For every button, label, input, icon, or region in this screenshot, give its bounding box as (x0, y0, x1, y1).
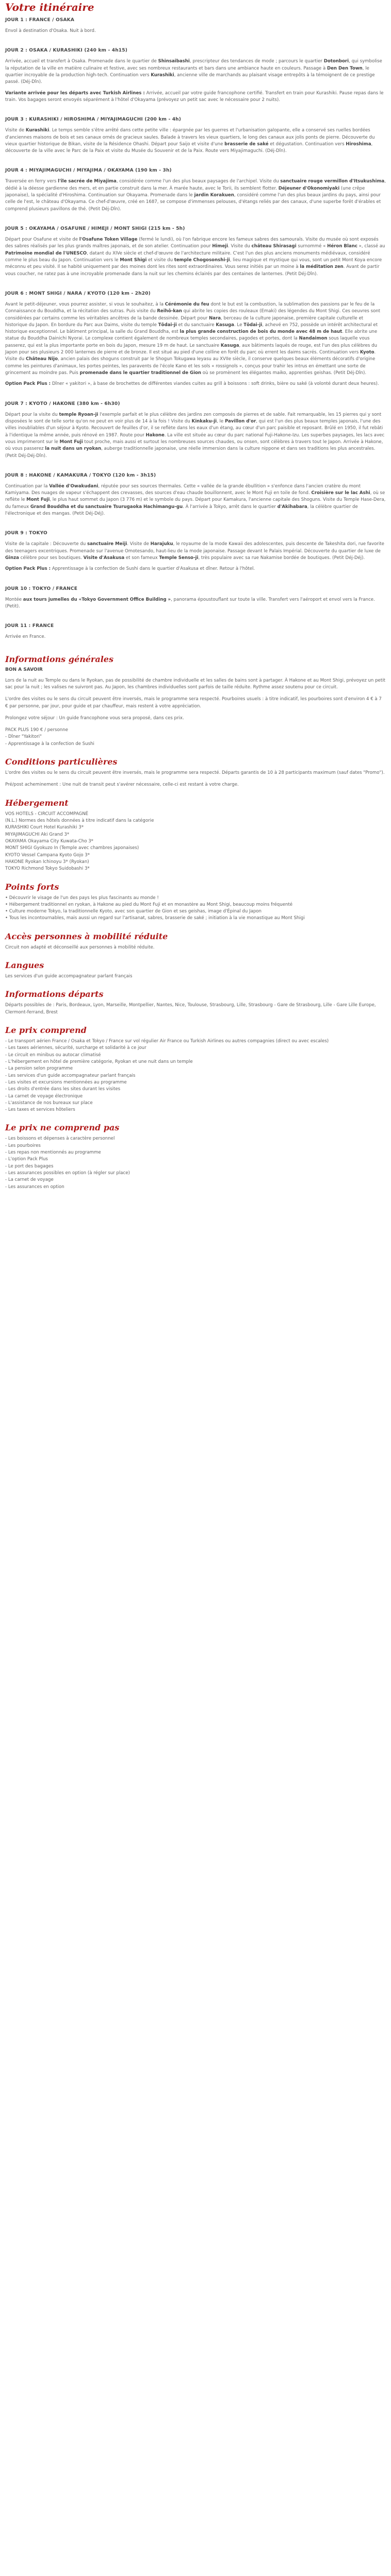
body-text: . La ville est située au cœur du parc national Fuji-Hakone-Izu. Les superbes paysages, les lacs avec vous imprimeront sur le (5, 432, 385, 445)
list-item: - La carnet de voyage électronique (5, 1093, 83, 1099)
body-text: . À l'arrivée à Tokyo, arrêt dans le quartier (183, 504, 278, 510)
highlight-text: sanctuaire Meiji (87, 541, 127, 547)
body-text: et visite du (146, 257, 174, 263)
body-text: Départ pour la visite du (5, 412, 59, 417)
day-block (5, 586, 386, 611)
section-heading: Langues (5, 960, 44, 971)
list-item: • Découvrir le visage de l'un des pays les plus fascinants au monde ! (5, 895, 159, 901)
highlight-text: temple Chogosonshi-ji (174, 257, 230, 263)
day-paragraph (5, 178, 386, 213)
highlight-text: Mont Shigi (120, 257, 147, 263)
highlight-text: Shinsaibashi (158, 59, 190, 64)
highlight-text: sanctuaire rouge vermillon d'Itsukushima (280, 179, 385, 184)
body-text: (une crêpe japonaise), la spécialité d'Hiroshima. Continuation sur Okayama. Promenade dans le (5, 185, 365, 198)
body-text: . Visite du (5, 350, 376, 362)
day-block (5, 623, 386, 640)
list-item: • Hébergement traditionnel en ryokan, à Hakone au pied du Mont Fuji et en monastère au Mont Shigi, beaucoup moins fréquenté (5, 902, 293, 907)
body-text: », classé au (357, 244, 385, 249)
list-item: - Les services d'un guide accompagnateur parlant français (5, 1073, 136, 1078)
section-list (5, 727, 386, 748)
body-text: . Le temps semble s'être arrêté dans cette petite ville : épargnée par les guerres et l'urbanisation galopante, elle a conservé ses ruelles bordées d'anciennes maisons de bois et ses canaux ornés de gracieux saules. Balade à travers les vieux quartiers, le long des canaux aux jolis ponts de pierre. Découverte du vieux quartier historique de Bikan, visite de la Résidence Ohashi. Départ pour Saijo et visite d'une (5, 128, 375, 147)
section-paragraph: L'ordre des visites ou le sens du circuit peuvent être inversés, mais le programme sera respecté. Départs garantis de 10 à 28 participants maximum (sauf dates "Promo"). (5, 770, 385, 776)
section-heading: Informations départs (5, 989, 104, 999)
highlight-text: brasserie de saké (224, 141, 269, 147)
body-text: et dégustation. Continuation vers (268, 141, 346, 147)
section-list (5, 1136, 386, 1191)
day-paragraph (5, 90, 386, 104)
list-item: - L'option Pack Plus (5, 1157, 48, 1162)
section-heading: Informations générales (5, 654, 113, 664)
body-text: , lieu magique et mystique qui vous, sont un petit Mont Koya encore méconnu et peu visité. Il se habité uniquement par des moines dont les rites sont extraordinaires. Vous serez initiés par un moine à (5, 257, 382, 270)
section-paragraph: Lors de la nuit au Temple ou dans le Ryokan, pas de possibilité de chambre individuelle et les salles de bains sont à partager. À Hakone et au Mont Shigi, prévoyez un petit sac pour la nuit ; les valises ne suivront pas. Au Japon, les chambres individuelles sont parfois de taille réduite. Rythme assez soutenu pour ce circuit. (5, 677, 385, 690)
section-paragraph: Circuit non adapté et déconseillé aux personnes à mobilité réduite. (5, 944, 155, 950)
list-item: TOKYO Richmond Tokyo Suidobashi 3* (5, 866, 90, 872)
list-item: - Les boissons et dépenses à caractère personnel (5, 1136, 115, 1142)
day-title: JOUR 4 : MIYAJIMAGUCHI / MIYAJIMA / OKAYAMA (190 km - 3h) (5, 168, 172, 174)
day-paragraph (5, 28, 386, 35)
body-text: , considérée comme l'un des plus beaux paysages de l'archipel. Visite du (116, 179, 281, 184)
highlight-text: Tōdai-ji (243, 322, 263, 328)
day-paragraph (5, 483, 386, 518)
highlight-text: Temple Senso-ji (159, 555, 199, 561)
highlight-text: temple Ryoan-ji (59, 412, 99, 417)
highlight-text: Pavillon d'or (224, 418, 256, 424)
highlight-text: jardin Korakuen (194, 193, 234, 198)
body-text: . Visite de (127, 541, 151, 547)
body-text: célèbre pour ses boutiques. (19, 555, 84, 561)
highlight-text: Option Pack Plus : (5, 381, 51, 387)
list-item: - La carnet de voyage (5, 1177, 54, 1183)
highlight-text: Kasuga (216, 322, 234, 328)
day-paragraph (5, 381, 386, 387)
list-item: - Les taxes et services hôteliers (5, 1107, 75, 1113)
body-text: Montée (5, 597, 23, 602)
body-text: Continuation par la (5, 483, 50, 489)
list-item: VOS HOTELS - CIRCUIT ACCOMPAGNÉ (5, 811, 89, 817)
day-paragraph (5, 58, 386, 86)
highlight-text: Kyoto (360, 350, 374, 355)
day-block (5, 401, 386, 460)
highlight-text: Hakone (145, 432, 165, 438)
list-item: (N.L.) Normes des hôtels données à titre indicatif dans la catégorie (5, 818, 154, 823)
highlight-text: Den Den Town (327, 65, 363, 71)
highlight-text: Déjeuner d'Okonomiyaki (278, 185, 340, 191)
highlight-text: Patrimoine mondial de l'UNESCO (5, 250, 87, 256)
list-item: - Les assurances possibles en option (à régler sur place) (5, 1171, 130, 1176)
day-block (5, 18, 386, 35)
body-text: surnommé « (296, 244, 328, 249)
days-list (5, 18, 386, 641)
highlight-text: château Shirasagi (251, 244, 297, 249)
day-block (5, 117, 386, 155)
day-paragraph (5, 566, 386, 572)
body-text: , panorama époustouflant sur toute la ville. Transfert vers l'aéroport et envol vers la France. (Petit). (5, 597, 375, 609)
highlight-text: Dotonbori (323, 59, 349, 64)
body-text: , réputée pour ses sources thermales. Cette « vallée de la grande ébullition » s'enfonce dans l'ancien cratère du mont Kamiyama. Des nuages de vapeur s'échappent des crevasses, des sources d'eau chaude bouillonnent, avec le Mont Fuji en toile de fond. (5, 483, 361, 496)
body-text: , auberge traditionnelle japonaise, une réelle immersion dans la culture nippone et dans ses traditions les plus ancestrales. (Petit Déj-Déj-Dîn). (5, 446, 376, 459)
day-title: JOUR 8 : HAKONE / KAMAKURA / TOKYO (120 km - 3h15) (5, 472, 156, 478)
highlight-text: Harajuku (150, 541, 173, 547)
list-item: PACK PLUS 190 € / personne (5, 727, 68, 733)
highlight-text: Visite d'Asakusa (83, 555, 125, 561)
highlight-text: Kinkaku-ji (191, 418, 217, 424)
list-item: KURASHIKI Court Hotel Kurashiki 3* (5, 825, 84, 831)
highlight-text: Ginza (5, 555, 19, 561)
list-item: - Les taxes aériennes, sécurité, surcharge et solidarité à ce jour (5, 1045, 146, 1051)
highlight-text: la méditation zen (300, 264, 344, 270)
day-paragraph (5, 127, 386, 155)
section-paragraph: L'ordre des visites ou le sens du circuit peuvent être inversés, mais le programme sera respecté. Pourboires usuels : à titre indicatif, les pourboires sont d'environ 4 € à 7 € par personne, par jour, pour guide et par chauffeur, mais restent à votre appréciation. (5, 697, 382, 709)
body-text: sous laquelle vous passerez, qui est la plus importante porte en bois du Japon, mesure 19 m de haut. Le sanctuaire (5, 336, 370, 348)
highlight-text: aux tours jumelles du «Tokyo Government Office Building » (23, 597, 171, 602)
day-title: JOUR 5 : OKAYAMA / OSAFUNE / HIMEJI / MONT SHIGI (215 km - 5h) (5, 226, 185, 231)
list-item: OKAYAMA Okayama City Kuwata-Cho 3* (5, 838, 93, 844)
body-text: , qui est l'un des plus beaux temples japonais, l'une des villes inoubliables d'un séjour à Kyoto. Recouvert de feuilles d'or, il se reflète dans les eaux d'un étang, au cœur d'un parc paisible et reposant. Brûlé en 1950, il fut rebâti à l'identique la même année, puis rénové en 1987. Route pour (5, 418, 383, 438)
body-text: dont le but est la combustion, la sublimation des passions par le feu de la Connaissance du Bouddha, et la récitation des sutras. Puis visite du (5, 301, 375, 314)
highlight-text: Château Nijo (25, 357, 58, 362)
day-block (5, 168, 386, 213)
list-item: - La pension selon programme (5, 1066, 73, 1072)
day-block (5, 291, 386, 388)
list-item: MIYAJIMAGUCHI Aki Grand 3* (5, 832, 70, 837)
body-text: Visite de (5, 128, 26, 133)
section-heading: Points forts (5, 882, 59, 892)
list-item: • Tous les incontournables, mais aussi un regard sur l'artisanat, sabres, brasserie de saké ; initiation à la vie monastique au Mont Shigi (5, 916, 305, 921)
section-paragraph: Pré/post acheminement : Une nuit de transit peut s'avérer nécessaire, celle-ci est restant à votre charge. (5, 782, 239, 788)
day-title: JOUR 7 : KYOTO / HAKONE (380 km - 6h30) (5, 401, 120, 406)
day-title: JOUR 6 : MONT SHIGI / NARA / KYOTO (120 km - 2h20) (5, 291, 151, 296)
day-title: JOUR 1 : FRANCE / OSAKA (5, 18, 75, 23)
list-item: - Les assurances en option (5, 1184, 64, 1190)
highlight-text: Tōdai-ji (158, 322, 177, 328)
list-item: - Le circuit en minibus ou autocar climatisé (5, 1052, 101, 1058)
highlight-text: Mont Fuji (59, 439, 83, 445)
body-text: , le quartier incroyable de la production high-tech. Continuation vers (5, 65, 369, 78)
day-title: JOUR 2 : OSAKA / KURASHIKI (240 km - 4h15) (5, 48, 128, 54)
section-list (5, 1038, 386, 1113)
highlight-text: promenade dans le quartier traditionnel de Gion (79, 370, 202, 376)
day-paragraph (5, 412, 386, 460)
day-block (5, 531, 386, 572)
body-text: Départ pour Osafune et visite de (5, 237, 79, 242)
itinerary-page (0, 0, 391, 1201)
body-text: Visite de la capitale : Découverte du (5, 541, 87, 547)
highlight-text: Kurashiki (25, 128, 50, 133)
section-heading: Accès personnes à mobilité réduite (5, 931, 168, 941)
body-text: et son fameux (124, 555, 159, 561)
body-text: où se promènent les élégantes maiko, apprenties geishas. (Petit Déj-Dîn). (201, 370, 367, 376)
list-item: • Culture moderne Tokyo, la traditionnelle Kyoto, avec son quartier de Gion et ses geishas, image d'Épinal du Japon (5, 909, 262, 914)
body-text: , datant du XIVe siècle et chef-d'œuvre de l'architecture militaire. C'est l'un des plus anciens monuments médiévaux, considéré comme le plus beau du Japon. Continuation vers le (5, 250, 370, 263)
section-paragraph: Départs possibles de : Paris, Bordeaux, Lyon, Marseille, Montpellier, Nantes, Nice, Toulouse, Strasbourg, Lille, Strasbourg - Gare de Strasbourg, Lille - Gare Lille Europe, Clermont-ferrand, Brest (5, 1003, 376, 1015)
list-item: - Apprentissage à la confection de Sushi (5, 741, 94, 747)
body-text: , achevé en 752, possède un intérêt architectural et historique exceptionnel. Le bâtiment principal, la salle du Grand Bouddha, est (5, 322, 378, 335)
body-text: , le plus haut sommet du Japon (3 776 m) et le symbole du pays. Départ pour Kamakura, l'ancienne capitale des Shoguns. Visite du Temple Hase-Dera, du fameux (5, 497, 386, 510)
day-paragraph (5, 541, 386, 562)
list-item: - L'assistance de nos bureaux sur place (5, 1100, 93, 1106)
highlight-text: d'Akihabara (277, 504, 307, 510)
section-paragraph: Prolongez votre séjour : Un guide francophone vous sera proposé, dans ces prix. (5, 715, 184, 721)
body-text: qui abrite les copies des rouleaux (Emaki) des légendes du Mont Shigi. Ces oeuvres sont considérées par certains comme les véritables ancêtres de la bande dessinée. Départ pour (5, 309, 381, 321)
highlight-text: Option Pack Plus : (5, 566, 51, 572)
body-text: Apprentissage à la confection de Sushi dans le quartier d'Asakusa et dîner. Retour à l'hôtel. (51, 566, 255, 572)
body-text: l'exemple parfait et le plus célèbre des jardins zen composés de pierres et de sable. Fait remarquable, les 15 pierres qui y sont disposées le sont de telle sorte qu'on ne peut en voir plus de 14 à la fois ! Visite du (5, 412, 382, 424)
body-text: , ancien palais des shoguns construit par le Shogun Tokugawa Ieyasu au XVIIe siècle, il conserve quelques beaux éléments décoratifs d'origine comme les peintures d'animaux, les portes peintes, les paravents de l'école Kano et les sols « rossignols », conçus pour trahir les intrus en émettant une sorte de grincement au moindre pas. Puis (5, 357, 376, 376)
section-list (5, 811, 386, 873)
highlight-text: Hiroshima (346, 141, 371, 147)
body-text: Dîner « yakitori », à base de brochettes de différentes viandes cuites au grill à boissons : soft drinks, bière ou saké (à volonté durant deux heures). (51, 381, 379, 387)
body-text: , le (217, 418, 225, 424)
body-text: (fermé le lundi), où l'on fabrique encore les fameux sabres des samouraïs. Visite du musée où sont exposés des sabres réalisés par les plus grands maîtres japonais, et de son atelier. Continuation pour (5, 237, 379, 249)
highlight-text: l'île sacrée de Miyajima (58, 179, 117, 184)
body-text: , où se reflète le (5, 490, 385, 503)
day-paragraph (5, 301, 386, 377)
highlight-text: Mont Fuji (26, 497, 50, 503)
body-text: et du sanctuaire (176, 322, 216, 328)
itinerary-title: Votre itinéraire (5, 1, 94, 13)
body-text: , dédié à la déesse gardienne des mers, et en partie construit dans la mer. À marée haute, avec le Torii, ils semblent flotter. (5, 179, 386, 191)
section-heading: Le prix comprend (5, 1025, 87, 1035)
highlight-text: Nandaimon (299, 336, 328, 342)
day-paragraph (5, 236, 386, 278)
body-text: , très populaire avec sa rue Nakamise bordée de boutiques. (Petit Déj-Déj). (198, 555, 365, 561)
day-block (5, 48, 386, 104)
highlight-text: Kasuga (220, 343, 239, 348)
day-title: JOUR 10 : TOKYO / FRANCE (5, 586, 78, 591)
body-text: tout proche, mais aussi et surtout les nombreuses sources chaudes, ou onsen, sont célèbres à travers tout le Japon. Arrivée à Hakone, où vous passerez (5, 439, 383, 452)
list-item: - Les repas non mentionnés au programme (5, 1150, 101, 1156)
body-text: Arrivée, accueil par votre guide francophone certifié. Transfert en train pour Kurashiki. Pause repas dans le train. Vos bagages seront envoyés séparément à l'hôtel d'Okayama (prévoyez un petit sac avec le nécessaire pour 2 nuits). (5, 90, 384, 103)
section-subheading: BON A SAVOIR (5, 667, 43, 672)
list-item: - Les visites et excursions mentionnées au programme (5, 1079, 127, 1085)
highlight-text: la nuit dans un ryokan (45, 446, 102, 452)
section-list (5, 895, 386, 922)
day-block (5, 226, 386, 278)
info-sections (5, 654, 386, 1191)
body-text: . Le (234, 322, 244, 328)
body-text: , berceau de la culture japonaise, première capitale culturelle et historique du Japon. En bordure du Parc aux Daims, visite du temple (5, 315, 364, 328)
day-title: JOUR 3 : KURASHIKI / HIROSHIMA / MIYAJIMAGUCHI (200 km - 4h) (5, 117, 182, 123)
body-text: Arrivée en France. (5, 634, 46, 640)
list-item: - Dîner "Yakitori" (5, 734, 42, 740)
highlight-text: la plus grande construction de bois du monde avec 48 m de haut (180, 329, 343, 335)
body-text: . Elle abrite une statue du Bouddha Dainichi Nyorai. Le complexe contient également de nombreux temples secondaires, pagodes et portes, dont la (5, 329, 378, 342)
list-item: KYOTO Vessel Campana Kyoto Gojo 3* (5, 852, 90, 858)
body-text: . Avant de partir vous coucher, ne ratez pas à une incroyable promenade dans la nuit sur les chemins éclairés par des centaines de lanternes. (Petit Déj-Dîn). (5, 264, 380, 277)
day-paragraph (5, 597, 386, 611)
section-heading: Le prix ne comprend pas (5, 1123, 120, 1133)
body-text: Arrivée, accueil et transfert à Osaka. Promenade dans le quartier de (5, 59, 158, 64)
highlight-text: Cérémonie du feu (165, 301, 209, 307)
list-item: - Les droits d'entrée dans les sites durant les visites (5, 1087, 121, 1092)
list-item: HAKONE Ryokan Ichinoyu 3* (Ryokan) (5, 859, 89, 865)
section-heading: Hébergement (5, 798, 69, 808)
highlight-text: Kurashiki (151, 72, 174, 78)
highlight-text: Héron Blanc (327, 244, 357, 249)
list-item: - Le transport aérien France / Osaka et Tokyo / France sur vol régulier Air France ou Turkish Airlines ou autres compagnies (direct ou avec escales) (5, 1039, 329, 1044)
day-paragraph (5, 634, 386, 640)
body-text: , considéré comme l'un des plus beaux jardins du pays, ainsi pour celle de l'est, le château d'Okayama. Ce chef-d'œuvre, créé en 1687, se compose d'immenses pelouses, d'étangs reliés par des canaux, d'une superbe forêt d'érables et comprend plusieurs pavillons de thé. (Petit Déj-Dîn). (5, 193, 381, 212)
body-text: , prescripteur des tendances de mode ; parcours le quartier (189, 59, 324, 64)
highlight-text: Himeji (212, 244, 229, 249)
highlight-text: l'Osafune Token Village (79, 237, 138, 242)
body-text: , découverte de la ville avec le Parc de la Paix et visite du Musée du Souvenir et de la Paix. Route vers Miyajimaguchi. (Déj-Dîn). (5, 141, 373, 154)
section-heading: Conditions particulières (5, 757, 118, 767)
body-text: , ancienne ville de marchands au plaisant visage entrepôts à la témoignent de ce prestige passé. (Déj-Dîn). (5, 72, 375, 85)
highlight-text: Vallée d'Owakudani (49, 483, 99, 489)
day-block (5, 473, 386, 518)
body-text: , aux bâtiments laqués de rouge, est l'un des plus célèbres du Japon pour ses plusieurs 2 000 lanternes de pierre et de bronze. Il est situé au pied d'une colline en forêt du parc où errent les daims sacrés. Continuation vers (5, 343, 378, 355)
list-item: MONT SHIGI Gyokuzo In (Temple avec chambres japonaises) (5, 845, 139, 851)
body-text: , qui symbolise la réputation de la ville en matière culinaire et festive, avec ses nombreux restaurants et bars dans une ambiance haute en couleurs. Passage à (5, 59, 382, 71)
highlight-text: Croisière sur le lac Ashi (311, 490, 370, 496)
day-title: JOUR 11 : FRANCE (5, 623, 54, 629)
body-text: , le royaume de la mode Kawaii des adolescentes, puis descente de Takeshita dori, rue favorite des teenagers excentriques. Promenade sur l'avenue Omotesando, haut-lieu de la mode japonaise. Passage devant le Palais Impérial. Découverte du quartier de luxe de (5, 541, 384, 554)
list-item: - Le port des bagages (5, 1163, 54, 1169)
highlight-text: Grand Bouddha et du sanctuaire Tsurugaoka Hachimangu-gu (30, 504, 183, 510)
highlight-text: Nara (208, 315, 221, 321)
body-text: Envol à destination d'Osaka. Nuit à bord. (5, 28, 96, 33)
body-text: . Visite du (228, 244, 252, 249)
day-title: JOUR 9 : TOKYO (5, 531, 47, 536)
body-text: Traversée en ferry vers (5, 179, 58, 184)
body-text: Avant le petit-déjeuner, vous pourrez assister, si vous le souhaitez, à la (5, 301, 165, 307)
list-item: - L'hébergement en hôtel de première catégorie, Ryokan et une nuit dans un temple (5, 1059, 193, 1064)
highlight-text: Reihō-kan (157, 309, 182, 314)
body-text: , la célèbre quartier de l'électronique et des mangas. (Petit Déj-Déj). (5, 504, 358, 517)
highlight-text: Variante arrivée pour les départs avec Turkish Airlines : (5, 90, 145, 96)
section-paragraph: Les services d'un guide accompagnateur parlant français (5, 974, 133, 979)
list-item: - Les pourboires (5, 1143, 41, 1148)
